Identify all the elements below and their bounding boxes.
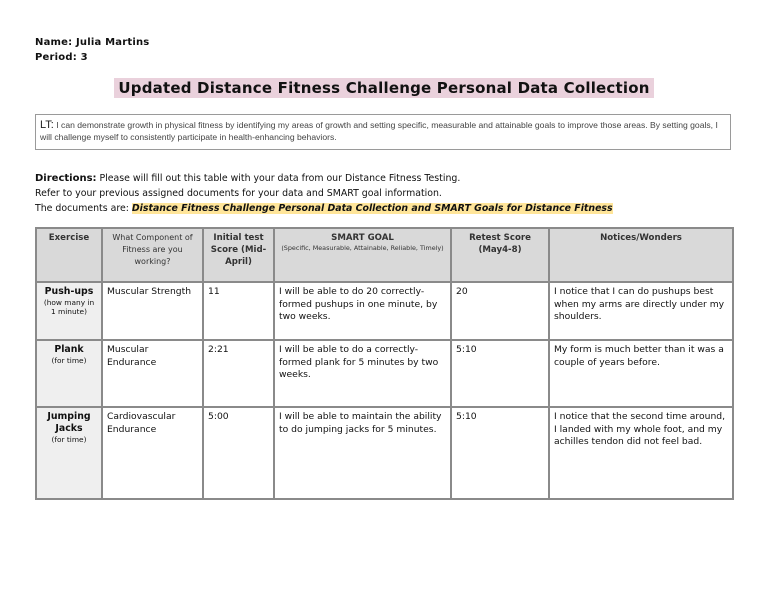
header-retest-score: Retest Score (May4-8) [451,228,549,282]
exercise-name: Plank [54,344,84,355]
directions-text-1: Please will fill out this table with your data from our Distance Fitness Testing. [99,173,461,184]
directions-line-1 [35,171,613,186]
header-smart-goal [274,228,451,282]
initial-score-cell: 5:00 [203,407,274,499]
learning-target-text: I can demonstrate growth in physical fitness by identifying my areas of growth and setting specific, measurable and attainable goals to improve those areas. By setting goals, I will challenge myself to consistently participate in health-enhancing behaviors. [40,120,718,142]
learning-target-label: LT: [40,119,54,131]
component-cell: Muscular Endurance [102,340,203,407]
retest-score-cell: 20 [451,282,549,340]
component-cell: Muscular Strength [102,282,203,340]
header-notices: Notices/Wonders [549,228,733,282]
table-row [36,407,733,499]
page-title: Updated Distance Fitness Challenge Personal Data Collection [114,78,653,98]
table-row [36,340,733,407]
directions-line-3 [35,201,613,216]
exercise-cell [36,340,102,407]
exercise-name: Push-ups [44,286,94,297]
header-initial-score: Initial test Score (Mid-April) [203,228,274,282]
retest-score-cell: 5:10 [451,407,549,499]
header-component: What Component of Fitness are you working? [102,228,203,282]
student-period: Period: 3 [35,52,88,63]
notices-cell: I notice that the second time around, I landed with my whole foot, and my achilles tendon did not feel bad. [549,407,733,499]
smart-goal-cell: I will be able to do a correctly-formed plank for 5 minutes by two weeks. [274,340,451,407]
student-info [35,35,149,65]
fitness-data-table [35,227,734,500]
header-smart-goal-title: SMART GOAL [331,233,394,243]
exercise-subtitle: (for time) [51,356,87,365]
learning-target-box [35,114,731,150]
exercise-cell [36,282,102,340]
directions-line-2: Refer to your previous assigned documents for your data and SMART goal information. [35,188,442,199]
notices-cell: I notice that I can do pushups best when my arms are directly under my shoulders. [549,282,733,340]
exercise-cell [36,407,102,499]
retest-score-cell: 5:10 [451,340,549,407]
student-name: Name: Julia Martins [35,37,150,48]
component-cell: Cardiovascular Endurance [102,407,203,499]
directions-label: Directions: [35,173,97,184]
documents-prefix: The documents are: [35,203,129,214]
header-smart-goal-subtitle: (Specific, Measurable, Attainable, Reliable, Timely) [281,244,444,252]
title-wrapper [0,78,768,98]
header-exercise: Exercise [36,228,102,282]
exercise-subtitle: (for time) [51,435,87,444]
directions [35,171,613,216]
table-row [36,282,733,340]
exercise-name: Jumping Jacks [47,411,91,434]
exercise-subtitle: (how many in 1 minute) [43,298,95,316]
documents-highlight: Distance Fitness Challenge Personal Data Collection and SMART Goals for Distance Fitness [131,203,613,214]
initial-score-cell: 11 [203,282,274,340]
smart-goal-cell: I will be able to maintain the ability to do jumping jacks for 5 minutes. [274,407,451,499]
initial-score-cell: 2:21 [203,340,274,407]
table-header-row [36,228,733,282]
smart-goal-cell: I will be able to do 20 correctly-formed pushups in one minute, by two weeks. [274,282,451,340]
notices-cell: My form is much better than it was a couple of years before. [549,340,733,407]
